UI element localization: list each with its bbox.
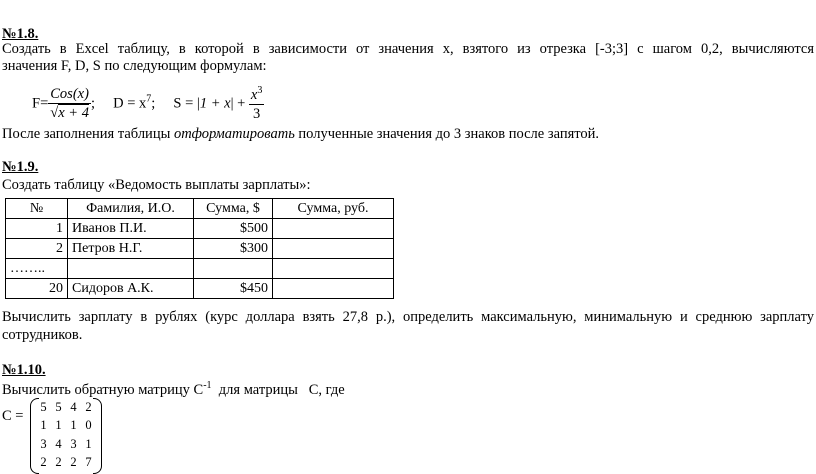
table-row: …….. [6, 259, 394, 279]
d-formula: D = x [113, 95, 147, 112]
table-row: 20 Сидоров А.К. $450 [6, 279, 394, 299]
matrix-row: 3 4 3 1 [40, 436, 92, 451]
column-header: Фамилия, И.О. [68, 199, 194, 219]
task-1-10-heading: №1.10. [2, 362, 46, 378]
matrix-c [30, 398, 102, 472]
task-1-9-heading: №1.9. [2, 159, 39, 175]
task-1-10-text: Вычислить обратную матрицу $С^{-1}$ для матрицы С, где [2, 380, 345, 398]
s-fraction: $\frac{x^3}{3}$ [250, 85, 263, 122]
task-1-8-formulas: F= $\frac{\text{Cos(x)}}{√x + 4}$ ; $D = x^7$; S = |1 + x| + $\frac{x^3}{3}$ [32, 85, 263, 122]
f-label: F= [32, 95, 49, 112]
matrix-row: 2 2 2 7 [40, 455, 92, 470]
task-1-9-intro: Создать таблицу «Ведомость выплаты зарплаты»: [2, 177, 311, 193]
s-abs-expression: 1 + x [199, 95, 231, 112]
f-fraction [48, 86, 91, 122]
column-header: Сумма, руб. [273, 199, 394, 219]
s-label: S = [173, 95, 194, 112]
column-header: № [6, 199, 68, 219]
salary-table [5, 198, 394, 299]
table-row: 2 Петров Н.Г. $300 [6, 239, 394, 259]
task-1-8-after: После заполнения таблицы отформатировать полученные значения до 3 знаков после запятой. [2, 126, 600, 142]
column-header: Сумма, $ [194, 199, 273, 219]
f-numerator: Cos(x) [50, 85, 89, 102]
abs-bar-icon: | [230, 95, 234, 112]
table-header-row [6, 199, 394, 219]
matrix-row: 5 5 4 2 [40, 399, 92, 414]
task-1-8-line1: Создать в Excel таблицу, в которой в зависимости от значения x, взятого из отрезка [-3;3] с шагом 0,2, вычисляются [2, 41, 814, 57]
matrix-label: С = [2, 408, 24, 424]
table-row: 1 Иванов П.И. $500 [6, 219, 394, 239]
abs-bar-icon: | [196, 95, 200, 112]
task-1-8-heading: №1.8. [2, 26, 39, 42]
sqrt-icon: √ [50, 104, 59, 121]
f-denominator: √x + 4 [50, 104, 89, 121]
format-emphasis: отформатировать [173, 126, 295, 142]
task-1-9-after-line1: Вычислить зарплату в рублях (курс доллара взять 27,8 р.), определить максимальную, минимальную и среднюю зарплату [2, 309, 814, 325]
task-1-8-line2: значения F, D, S по следующим формулам: [2, 58, 267, 74]
matrix-row: 1 1 1 0 [40, 418, 92, 433]
task-1-9-after-line2: сотрудников. [2, 327, 83, 343]
